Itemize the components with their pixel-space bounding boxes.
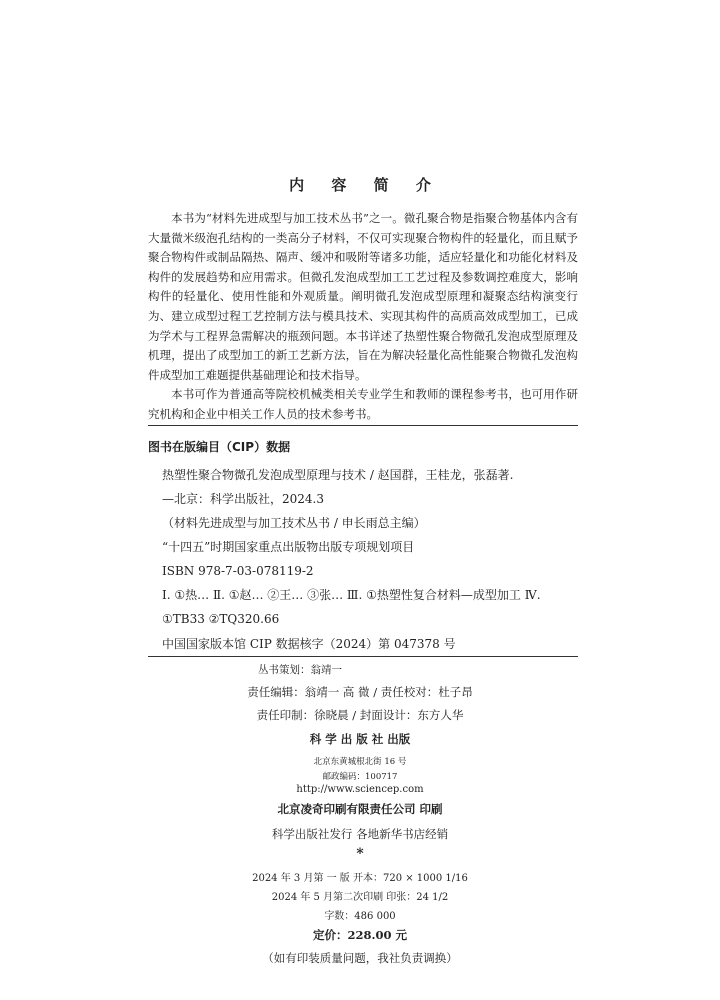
- print-design-line: 责任印制：徐晓晨 / 封面设计：东方人华: [256, 708, 464, 722]
- separator-asterisk: *: [356, 846, 364, 862]
- publisher-website: http://www.sciencep.com: [296, 784, 424, 795]
- printing-line: 2024 年 5 月第二次印刷 印张：24 1/2: [271, 892, 449, 903]
- word-count: 字数：486 000: [324, 911, 396, 922]
- publisher-address: 北京东黄城根北街 16 号: [313, 757, 407, 767]
- printer-line: 北京凌奇印刷有限责任公司 印刷: [277, 802, 443, 816]
- quality-notice: （如有印装质量问题，我社负责调换）: [262, 951, 458, 965]
- cip-record-number: 中国国家版本馆 CIP 数据核字（2024）第 047378 号: [162, 637, 456, 651]
- cip-title-line: 热塑性聚合物微孔发泡成型原理与技术 / 赵国群，王桂龙，张磊著.: [162, 468, 514, 482]
- cip-bottom-rule: [148, 656, 578, 657]
- intro-paragraph-2-text: 本书可作为普通高等院校机械类相关专业学生和教师的课程参考书，也可用作研究机构和企业中相关工作人员的技术参考书。: [148, 387, 578, 421]
- cip-classification: Ⅰ. ①热… Ⅱ. ①赵… ②王… ③张… Ⅲ. ①热塑性复合材料—成型加工 Ⅳ. ①TB33 ②TQ320.66: [162, 588, 541, 626]
- intro-paragraph-2: [148, 385, 578, 424]
- cip-heading: 图书在版编目（CIP）数据: [148, 440, 291, 454]
- cip-isbn-line: ISBN 978-7-03-078119-2: [162, 564, 314, 578]
- publisher-line: 科 学 出 版 社 出版: [309, 732, 411, 746]
- publisher-postcode: 邮政编码：100717: [322, 772, 398, 782]
- cip-project-line: “十四五”时期国家重点出版物出版专项规划项目: [162, 540, 415, 554]
- series-planner: 丛书策划：翁靖一: [258, 664, 342, 676]
- cip-publisher-line: —北京：科学出版社，2024.3: [162, 492, 324, 506]
- cip-top-rule: [148, 425, 578, 426]
- cip-series-line: （材料先进成型与加工技术丛书 / 申长雨总主编）: [162, 516, 426, 530]
- page-title: 内 容 简 介: [289, 176, 442, 194]
- intro-paragraph-1-text: 本书为“材料先进成型与加工技术丛书”之一。微孔聚合物是指聚合物基体内含有大量微米级泡孔结构的一类高分子材料，不仅可实现聚合物构件的轻量化，而且赋予聚合物构件或制品隔热、隔声、缓冲和吸附等诸多功能，适应轻量化和功能化材料及构件的发展趋势和应用需求。但微孔发泡成型加工工艺过程及参数调控难度大，影响构件的轻量化、使用性能和外观质量。阐明微孔发泡成型原理和凝聚态结构演变行为、建立成型过程工艺控制方法与模具技术、实现其构件的高质高效成型加工，已成为学术与工程界急需解决的瓶颈问题。本书详述了热塑性聚合物微孔发泡成型原理及机理，提出了成型加工的新工艺新方法，旨在为解决轻量化高性能聚合物微孔发泡构件成型加工难题提供基础理论和技术指导。: [148, 211, 578, 382]
- editors-line: 责任编辑：翁靖一 高 微 / 责任校对：杜子昂: [247, 685, 473, 699]
- edition-line: 2024 年 3 月第 一 版 开本：720 × 1000 1/16: [252, 873, 468, 884]
- distribution-line: 科学出版社发行 各地新华书店经销: [271, 827, 449, 841]
- price: 定价：228.00 元: [312, 928, 407, 942]
- intro-paragraph-1: [148, 209, 578, 385]
